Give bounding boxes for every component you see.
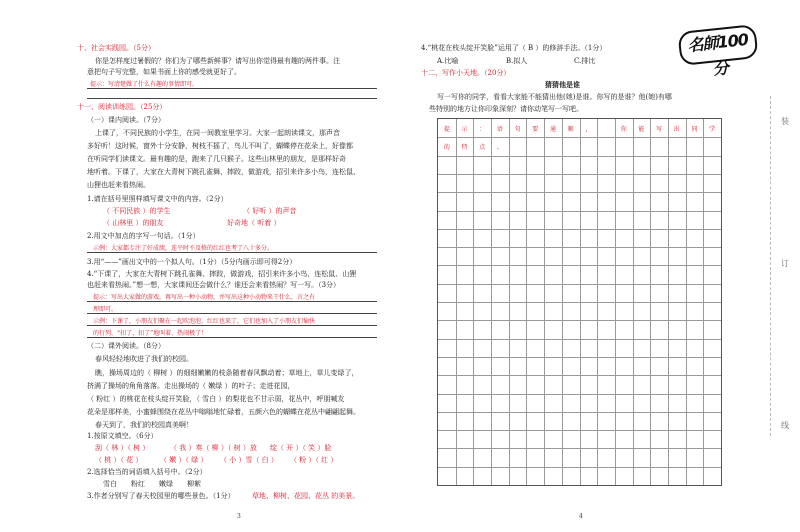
essay-line: 花朵是那样美，小蜜蜂围绕在花丛中嗡嗡地忙碌着，五颜六色的蝴蝶在花丛中翩翩起舞。 bbox=[87, 408, 360, 416]
question-4x: 4.“桃花在枝头绽开笑脸”运用了（ B ）的修辞手法。（1分） bbox=[421, 44, 607, 52]
answer-line bbox=[87, 98, 377, 99]
grid-row-line bbox=[438, 375, 721, 376]
grid-char: 通 bbox=[549, 126, 556, 133]
question-4b: 也赶来看热闹。”想一想，大家课间还会做什么？谁还会来看热闹？写一写。（3分） bbox=[87, 281, 341, 289]
question-6: 2.选择恰当的词语填入括号中。（2分） bbox=[87, 468, 207, 476]
grid-row-line bbox=[438, 320, 721, 321]
fill-blank: 绽（ 开 ）（ 笑 ）脸 bbox=[270, 444, 332, 452]
option-b: B.拟人 bbox=[506, 57, 528, 65]
grid-char: 学 bbox=[709, 126, 716, 133]
answer-1a: （ 不同民族 ）的学生 bbox=[103, 207, 171, 215]
grid-row-line bbox=[438, 339, 721, 340]
grid-char: ， bbox=[585, 126, 592, 133]
grid-row-line bbox=[438, 211, 721, 212]
grid-row-line bbox=[438, 265, 721, 266]
writing-grid[interactable] bbox=[437, 118, 722, 486]
grid-char: ： bbox=[479, 126, 486, 133]
essay-line: （ 粉红 ）的桃花在枝头绽开笑脸，（ 雪白 ）的梨花也不甘示弱，花丛中，呼朋喊友 bbox=[87, 395, 345, 403]
grid-char: 特 bbox=[461, 144, 468, 152]
binding-char: 装 bbox=[781, 117, 789, 126]
grid-char: 句 bbox=[514, 126, 521, 133]
grid-row-line bbox=[438, 357, 721, 358]
question-2: 2.用文中加点的字写一句话。（1分） bbox=[87, 232, 200, 240]
fill-blank: （ 我 ）奏（ 柳 ）（ 树 ）放 bbox=[170, 444, 257, 452]
grid-char: 出 bbox=[673, 126, 680, 133]
grid-row-line bbox=[438, 137, 721, 138]
essay-prompt-1: 写一写你的同学，看看大家能不能猜出他(她)是谁。你写的是谁？他(她)有哪 bbox=[437, 93, 672, 101]
grid-char: 点 bbox=[479, 144, 486, 152]
grid-char: 能 bbox=[638, 126, 645, 133]
answer-line bbox=[87, 313, 377, 314]
answer-1b: （ 好听 ）的声音 bbox=[243, 207, 297, 215]
passage-line: 山狸也赶来看热闹。 bbox=[87, 181, 150, 189]
reading2-title: （二）课外阅读。（8分） bbox=[87, 342, 165, 350]
answer-4b: 理即可。 bbox=[93, 306, 118, 313]
q10-title: 十、社会实践园。（5分） bbox=[77, 44, 155, 52]
passage-line: 在听同学们读课文。最有趣的是，跑来了几只猴子。这些山林里的朋友，是那样好奇 bbox=[87, 155, 346, 163]
grid-char: 的 bbox=[443, 144, 450, 152]
grid-char: 你 bbox=[620, 126, 627, 133]
answer-4c: 示例：下课了，小朋友们聚在一起吹泡泡，红红也来了，它们也加入了小朋友们愉快 bbox=[93, 318, 316, 325]
grid-row-line bbox=[438, 192, 721, 193]
fill-blank: （ 粉 ）（ 红 ） bbox=[290, 456, 338, 464]
question-7: 3.作者分别写了春天校园里的哪些景色。（1分） bbox=[87, 492, 235, 500]
answer-line bbox=[87, 88, 377, 89]
essay-line: 瞧，操场周边的（ 柳树 ）的细细嫩嫩的枝条随着春风飘动着；草地上，草儿变绿了， bbox=[95, 369, 359, 377]
grid-row-line bbox=[438, 174, 721, 175]
reading2-sub: 春风轻轻地吹进了我们的校园。 bbox=[95, 355, 193, 363]
page-number-left: 3 bbox=[237, 513, 241, 520]
fill-blank: （ 桃 ）（ 花 ） bbox=[95, 456, 143, 464]
grid-row-line bbox=[438, 156, 721, 157]
grid-row-line bbox=[438, 448, 721, 449]
answer-line bbox=[87, 325, 377, 326]
question-3: 3.用“——”画出文中的一个拟人句。（1分）（5分内画示即可得2分） bbox=[87, 258, 297, 266]
fill-blank: （ 小 ）雪（ 白 ） bbox=[220, 456, 278, 464]
grid-char: 顺 bbox=[567, 126, 574, 133]
essay-line: 挤满了操场的角角落落。走出操场的（ 嫩绿 ）的叶子；走进花园， bbox=[87, 382, 295, 390]
q11-title: 十一、阅读训练园。（25分） bbox=[77, 103, 167, 111]
q10-answer: 提示：写清楚做了什么有趣的事情即可。 bbox=[90, 81, 199, 88]
grid-row-line bbox=[438, 394, 721, 395]
grid-char: 写 bbox=[656, 126, 663, 133]
grid-row-line bbox=[438, 284, 721, 285]
q12-title: 十二、写作小天地。（20分） bbox=[421, 69, 511, 77]
grid-char: 。 bbox=[496, 144, 503, 152]
essay-title: 猜猜他是谁 bbox=[545, 80, 580, 89]
answer-4d: 的行列，“扣了，扣了”地叫着，热闹极了！ bbox=[93, 330, 208, 337]
passage-line: 地听着。下课了，大家在大青树下跳孔雀舞、摔跤，做游戏，招引来许多小鸟，连松鼠、 bbox=[87, 168, 360, 176]
grid-row-line bbox=[438, 247, 721, 248]
q10-text-1: 你是怎样度过暑假的？你们为了哪些新鲜事？请写出你觉得最有趣的两件事。注 bbox=[95, 57, 340, 65]
answer-1c: （ 山林里 ）的朋友 bbox=[103, 219, 164, 227]
q10-text-2: 意把句子写完整，如果书面上你的感受就更好了。 bbox=[87, 68, 241, 76]
binding-char: 订 bbox=[781, 259, 789, 268]
grid-row-line bbox=[438, 467, 721, 468]
word-choices: 雪白 粉红 嫩绿 柳絮 bbox=[103, 480, 201, 488]
essay-line: 春天到了，我们的校园真美啊！ bbox=[95, 421, 193, 429]
question-1: 1.请在括号里照样填写课文中的内容。（2分） bbox=[87, 195, 228, 203]
grid-row-line bbox=[438, 412, 721, 413]
grid-row-line bbox=[438, 430, 721, 431]
grid-row-line bbox=[438, 302, 721, 303]
reading1-title: （一）课内阅读。（7分） bbox=[87, 116, 165, 124]
grid-char: 要 bbox=[532, 126, 539, 133]
answer-line bbox=[87, 252, 377, 253]
page-number-right: 4 bbox=[579, 513, 583, 520]
grid-char: 提 bbox=[443, 126, 450, 133]
grid-char: 语 bbox=[496, 126, 503, 133]
answer-2: 示例：大家都专注了好成绩，连平时不及格的红红也考了八十多分。 bbox=[93, 245, 274, 252]
passage-line: 上课了，不同民族的小学生，在同一间教室里学习。大家一起朗读课文，那声音 bbox=[95, 129, 340, 137]
option-a: A.比喻 bbox=[437, 57, 459, 65]
answer-4a: 提示：写出大家做的游戏，再写出一种小动物，并写出这种小动物来干什么，言之有 bbox=[93, 294, 316, 301]
answer-7: 草地、柳树、花园、花丛 的美景。 bbox=[252, 492, 360, 500]
essay-prompt-2: 些特别的地方让你印象深刻？请你动笔写一写吧。 bbox=[429, 105, 583, 113]
passage-line: 多好听！这时候，窗外十分安静，树枝不摇了，鸟儿不叫了，蝴蝶停在花朵上，好像都 bbox=[87, 142, 353, 150]
answer-1d: 好奇地（ 听着 ） bbox=[227, 219, 281, 227]
option-c: C.排比 bbox=[574, 57, 596, 65]
grid-char: 示 bbox=[461, 126, 468, 133]
binding-char: 线 bbox=[781, 421, 789, 430]
grid-row-line bbox=[438, 229, 721, 230]
question-5: 1.按原文填空。（6分） bbox=[87, 432, 158, 440]
answer-line bbox=[87, 337, 377, 338]
question-4: 4.“下课了，大家在大青树下跳孔雀舞、摔跤，做游戏，招引来许多小鸟，连松鼠、山狸 bbox=[87, 270, 357, 278]
grid-char: 同 bbox=[691, 126, 698, 133]
binding-line bbox=[770, 96, 772, 436]
brand-logo: 名師100分 bbox=[677, 24, 758, 66]
fill-blank: 刮（ 林 ）（ 树 ） bbox=[95, 444, 150, 452]
fill-blank: （ 嫩 ）（ 绿 ） bbox=[160, 456, 208, 464]
answer-line bbox=[87, 301, 377, 302]
